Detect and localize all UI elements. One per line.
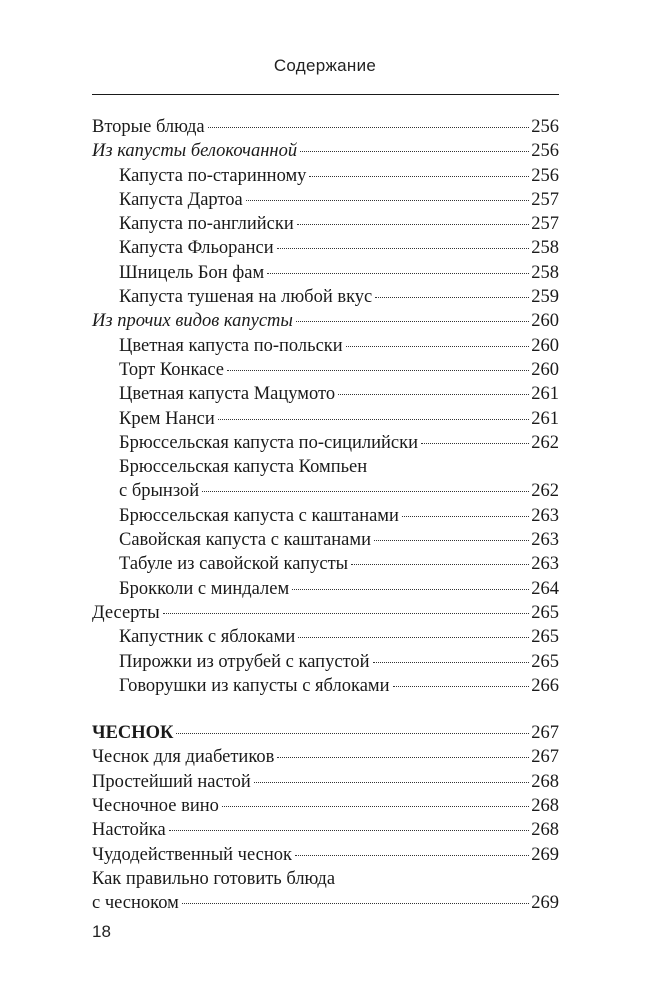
dot-leader xyxy=(222,806,529,807)
toc-entry-title: Шницель Бон фам xyxy=(119,262,265,283)
page-number: 18 xyxy=(92,922,111,941)
toc-entry-page: 268 xyxy=(531,771,559,792)
toc-entry-title: Простейший настой xyxy=(92,771,251,792)
dot-leader xyxy=(402,516,529,517)
toc-entry[interactable] xyxy=(92,431,559,455)
toc-entry-title: Савойская капуста с каштанами xyxy=(119,530,371,551)
toc-entry-page: 268 xyxy=(531,820,559,841)
toc-entry-page: 265 xyxy=(531,651,559,672)
toc-entry[interactable] xyxy=(92,285,559,309)
toc-entry-page: 257 xyxy=(531,189,559,210)
toc-entry[interactable] xyxy=(92,818,559,842)
dot-leader xyxy=(295,855,529,856)
toc-entry[interactable] xyxy=(92,261,559,285)
dot-leader xyxy=(163,613,530,614)
toc-entry[interactable] xyxy=(92,601,559,625)
toc-entry-page: 261 xyxy=(531,384,559,405)
dot-leader xyxy=(393,686,530,687)
toc-entry-page: 269 xyxy=(531,893,559,914)
dot-leader xyxy=(297,224,529,225)
dot-leader xyxy=(169,830,530,831)
toc-entry[interactable] xyxy=(92,650,559,674)
toc-entry-title: Табуле из савойской капусты xyxy=(119,554,349,575)
toc-entry[interactable] xyxy=(92,504,559,528)
toc-entry-page: 268 xyxy=(531,796,559,817)
dot-leader xyxy=(373,662,530,663)
section-gap xyxy=(92,698,559,721)
toc-entry[interactable] xyxy=(92,770,559,794)
toc-entry-page: 256 xyxy=(531,117,559,137)
toc-entry-title: Капуста по-старинному xyxy=(119,165,307,186)
toc-entry-page: 264 xyxy=(531,578,559,599)
toc-entry-title: Как правильно готовить блюда xyxy=(92,868,336,889)
toc-entry-title: Пирожки из отрубей с капустой xyxy=(119,651,370,672)
toc-entry-title: Крем Нанси xyxy=(119,408,215,429)
toc-entry[interactable] xyxy=(92,334,559,358)
toc-entry-title: Цветная капуста по-польски xyxy=(119,335,343,356)
toc-entry-page: 267 xyxy=(531,747,559,768)
toc-entry-title: Чесночное вино xyxy=(92,796,219,817)
toc-entry[interactable] xyxy=(92,625,559,649)
toc-entry[interactable] xyxy=(92,188,559,212)
toc-entry[interactable] xyxy=(92,528,559,552)
dot-leader xyxy=(277,248,530,249)
toc-entry-page: 266 xyxy=(531,675,559,696)
dot-leader xyxy=(277,757,529,758)
toc-entry-page: 258 xyxy=(531,262,559,283)
toc-entry-page: 267 xyxy=(531,723,559,744)
toc-entry-page: 265 xyxy=(531,602,559,623)
toc-entry[interactable] xyxy=(92,721,559,745)
toc-entry-title: ЧЕСНОК xyxy=(92,723,174,744)
dot-leader xyxy=(374,540,529,541)
toc-entry-title: с чесноком xyxy=(92,893,179,914)
toc-entry[interactable] xyxy=(92,382,559,406)
toc-entry-page: 256 xyxy=(531,165,559,186)
toc-entry-page: 262 xyxy=(531,481,559,502)
toc-entry-title: Говорушки из капусты с яблоками xyxy=(119,675,390,696)
toc-entry-title: Чудодейственный чеснок xyxy=(92,844,292,865)
toc-entry[interactable] xyxy=(92,358,559,382)
toc-entry-title: Капустник с яблоками xyxy=(119,627,296,648)
dot-leader xyxy=(176,733,529,734)
toc-entry[interactable] xyxy=(92,891,559,915)
dot-leader xyxy=(346,346,530,347)
toc-entry-title: Брюссельская капуста по-сицилийски xyxy=(119,432,419,453)
toc-entry-page: 262 xyxy=(531,432,559,453)
dot-leader xyxy=(296,321,529,322)
dot-leader xyxy=(218,419,530,420)
toc-entry-page: 260 xyxy=(531,359,559,380)
toc-entry-page: 263 xyxy=(531,554,559,575)
dot-leader xyxy=(351,564,529,565)
toc-entry-title: Брюссельская капуста с каштанами xyxy=(119,505,399,526)
toc-entry-title: Цветная капуста Мацумото xyxy=(119,384,336,405)
toc-entry[interactable] xyxy=(92,455,559,479)
toc-entry-page: 260 xyxy=(531,311,559,332)
toc-entry[interactable] xyxy=(92,139,559,163)
toc-entry[interactable] xyxy=(92,674,559,698)
toc-entry-title: Вторые блюда xyxy=(92,117,205,137)
toc-entry-title: Десерты xyxy=(92,602,160,623)
toc-entry[interactable] xyxy=(92,212,559,236)
toc-entry-title: с брынзой xyxy=(119,481,200,502)
toc-entry-title: Брокколи с миндалем xyxy=(119,578,290,599)
toc-entry[interactable] xyxy=(92,577,559,601)
dot-leader xyxy=(338,394,529,395)
toc-entry[interactable] xyxy=(92,843,559,867)
dot-leader xyxy=(300,151,529,152)
dot-leader xyxy=(202,491,529,492)
toc-entry-title: Из капусты белокочанной xyxy=(92,141,298,162)
toc-entry-title: Капуста тушеная на любой вкус xyxy=(119,287,373,308)
toc-entry-page: 263 xyxy=(531,530,559,551)
toc-entry-title: Брюссельская капуста Компьен xyxy=(119,457,368,478)
toc-entry[interactable] xyxy=(92,479,559,503)
toc-entry-title: Из прочих видов капусты xyxy=(92,311,293,332)
dot-leader xyxy=(421,443,529,444)
toc-entry-title: Настойка xyxy=(92,820,166,841)
toc-entry-title: Торт Конкасе xyxy=(119,359,225,380)
dot-leader xyxy=(182,903,529,904)
toc-entry-page: 259 xyxy=(531,287,559,308)
toc-entry[interactable] xyxy=(92,867,559,891)
table-of-contents xyxy=(92,115,559,916)
dot-leader xyxy=(208,127,530,128)
toc-entry-page: 260 xyxy=(531,335,559,356)
dot-leader xyxy=(246,200,530,201)
toc-entry-page: 258 xyxy=(531,238,559,259)
toc-entry-title: Капуста по-английски xyxy=(119,214,294,235)
toc-entry-page: 263 xyxy=(531,505,559,526)
toc-entry[interactable] xyxy=(92,115,559,139)
toc-entry-page: 261 xyxy=(531,408,559,429)
toc-entry[interactable] xyxy=(92,552,559,576)
toc-entry-title: Капуста Фльоранси xyxy=(119,238,274,259)
toc-entry-title: Капуста Дартоа xyxy=(119,189,243,210)
dot-leader xyxy=(227,370,529,371)
toc-entry-page: 265 xyxy=(531,627,559,648)
toc-entry-title: Чеснок для диабетиков xyxy=(92,747,275,768)
toc-entry[interactable] xyxy=(92,309,559,333)
toc-entry[interactable] xyxy=(92,164,559,188)
toc-entry[interactable] xyxy=(92,236,559,260)
toc-entry[interactable] xyxy=(92,745,559,769)
dot-leader xyxy=(267,273,529,274)
toc-entry[interactable] xyxy=(92,407,559,431)
running-header: Содержание xyxy=(273,56,377,75)
dot-leader xyxy=(298,637,529,638)
dot-leader xyxy=(375,297,529,298)
dot-leader xyxy=(309,176,529,177)
dot-leader xyxy=(254,782,530,783)
toc-entry-page: 269 xyxy=(531,844,559,865)
dot-leader xyxy=(292,589,529,590)
toc-entry-page: 256 xyxy=(531,141,559,162)
toc-entry-page: 257 xyxy=(531,214,559,235)
header-rule xyxy=(92,94,559,95)
toc-entry[interactable] xyxy=(92,794,559,818)
